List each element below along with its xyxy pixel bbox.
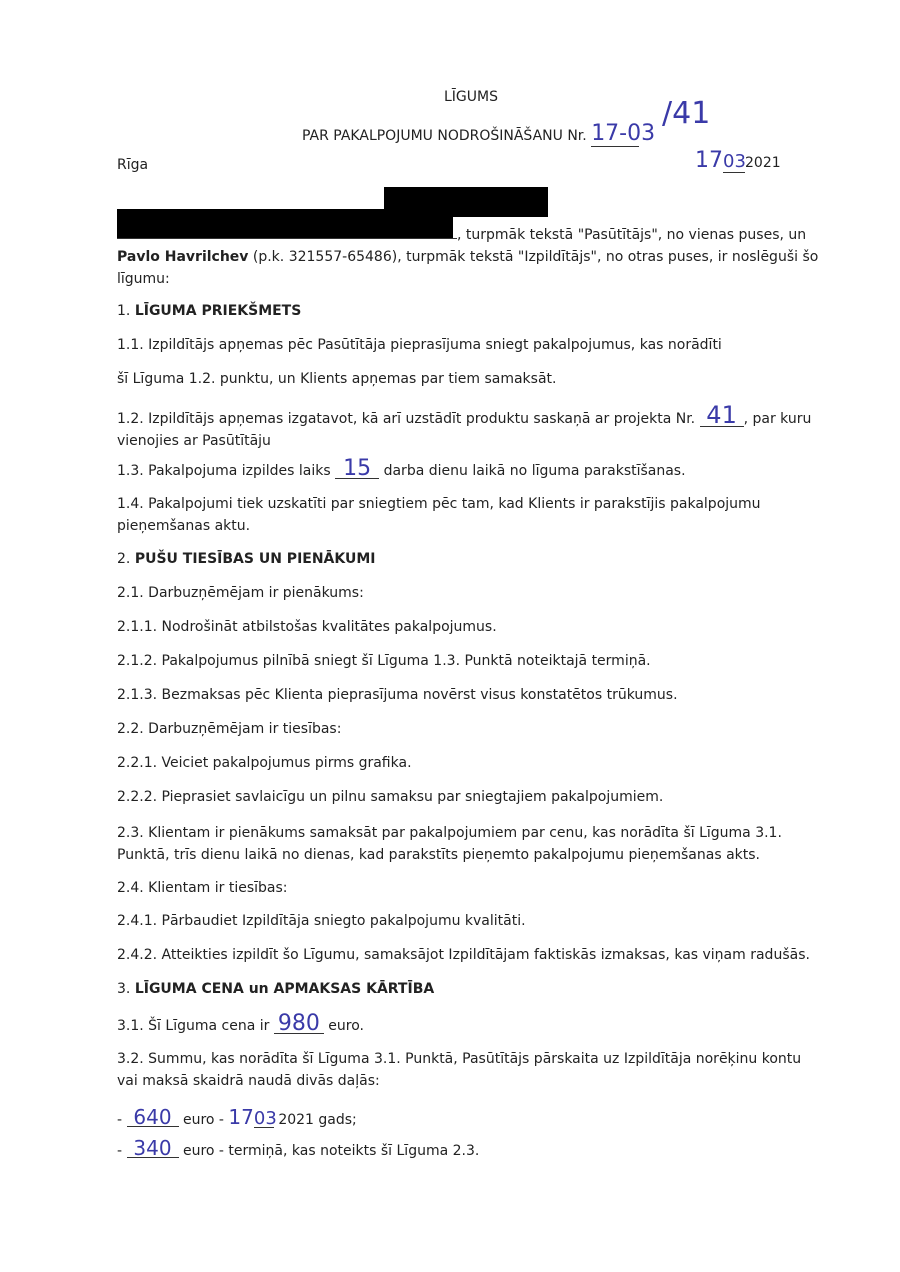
executor-details: (p.k. 321557-65486), turpmāk tekstā "Izpildītājs", no otras puses, ir noslēguši šo xyxy=(248,249,819,265)
clause-3-2: 3.2. Summu, kas norādīta šī Līguma 3.1. Punktā, Pasūtītājs pārskaita uz Izpildītāja norēķinu kontu vai maksā skaidrā naudā divās daļās: xyxy=(117,1051,802,1089)
clause-2-2: 2.2. Darbuzņēmējam ir tiesības: xyxy=(117,721,342,737)
clause-2-1: 2.1. Darbuzņēmējam ir pienākums: xyxy=(117,585,364,601)
clause-3-1-tail: euro. xyxy=(323,1018,364,1034)
clause-1-2-text: 1.2. Izpildītājs apņemas izgatavot, kā arī uzstādīt produktu saskaņā ar projekta Nr. xyxy=(117,411,700,427)
clause-2-1-3: 2.1.3. Bezmaksas pēc Klienta pieprasījuma novērst visus konstatētos trūkumus. xyxy=(117,687,678,703)
days-handwritten: 15 xyxy=(335,460,379,479)
section-number: 3. xyxy=(117,981,135,997)
contract-title: LĪGUMS xyxy=(444,89,498,105)
clause-1-3-tail: darba dienu laikā no līguma parakstīšanas. xyxy=(379,463,686,479)
executor-name: Pavlo Havrilchev xyxy=(117,249,249,265)
payment-2-amount-handwritten: 340 xyxy=(127,1139,179,1158)
city: Rīga xyxy=(117,157,149,173)
dash: - xyxy=(117,1112,127,1128)
clause-2-4-2: 2.4.2. Atteikties izpildīt šo Līgumu, samaksājot Izpildītājam faktiskās izmaksas, kas viņam radušās. xyxy=(117,947,810,963)
clause-2-1-1: 2.1.1. Nodrošināt atbilstošas kvalitātes pakalpojumus. xyxy=(117,619,497,635)
clause-1-2-tail: , par kuru xyxy=(743,411,812,427)
clause-1-1: 1.1. Izpildītājs apņemas pēc Pasūtītāja pieprasījuma sniegt pakalpojumus, kas norādīti xyxy=(117,337,722,353)
contract-number-handwritten: 17-03 xyxy=(591,121,656,146)
payment-1-month-handwritten: 03 xyxy=(253,1108,277,1129)
intro-paragraph xyxy=(117,224,837,290)
clause-1-3 xyxy=(117,456,686,481)
date-month-handwritten: 03 xyxy=(723,151,746,172)
clause-2-4: 2.4. Klientam ir tiesības: xyxy=(117,880,288,896)
project-number-handwritten: 41 xyxy=(700,404,744,427)
contract-date xyxy=(695,148,781,173)
subtitle-text: PAR PAKALPOJUMU NODROŠINĀŠANU Nr. xyxy=(302,128,587,144)
contract-suffix-handwritten: /41 xyxy=(662,96,711,131)
clause-3-1 xyxy=(117,1011,364,1036)
section-title: LĪGUMA CENA un APMAKSAS KĀRTĪBA xyxy=(134,981,435,997)
section-number: 2. xyxy=(117,551,135,567)
payment-1-day-handwritten: 17 xyxy=(228,1105,254,1129)
date-year: 2021 xyxy=(745,155,781,171)
payment-line-1 xyxy=(117,1105,357,1129)
section-title: PUŠU TIESĪBAS UN PIENĀKUMI xyxy=(134,551,376,567)
intro-line3: līgumu: xyxy=(117,271,170,287)
clause-1-3-text: 1.3. Pakalpojuma izpildes laiks xyxy=(117,463,336,479)
clause-3-1-text: 3.1. Šī Līguma cena ir xyxy=(117,1018,274,1034)
clause-1-2-line2: vienojies ar Pasūtītāju xyxy=(117,433,271,449)
payment-2-tail: euro - termiņā, kas noteikts šī Līguma 2.3. xyxy=(178,1143,480,1159)
payment-1-amount-handwritten: 640 xyxy=(127,1108,179,1127)
clause-2-1-2: 2.1.2. Pakalpojumus pilnībā sniegt šī Līguma 1.3. Punktā noteiktajā termiņā. xyxy=(117,653,651,669)
section-2-heading xyxy=(117,551,376,567)
clause-2-2-1: 2.2.1. Veiciet pakalpojumus pirms grafika. xyxy=(117,755,412,771)
clause-2-2-2: 2.2.2. Pieprasiet savlaicīgu un pilnu samaksu par sniegtajiem pakalpojumiem. xyxy=(117,789,664,805)
clause-2-3: 2.3. Klientam ir pienākums samaksāt par pakalpojumiem par cenu, kas norādīta šī Līguma 3.1. Punktā, trīs dienu laikā no dienas, kad parakstīts pieņemto pakalpojumu pieņemšanas akts. xyxy=(117,825,782,863)
payment-line-2 xyxy=(117,1136,480,1160)
payment-1-tail: 2021 gads; xyxy=(273,1112,357,1128)
clause-1-1-cont: šī Līguma 1.2. punktu, un Klients apņemas par tiem samaksāt. xyxy=(117,371,557,387)
payment-1-mid: euro - xyxy=(178,1112,229,1128)
clause-1-4: 1.4. Pakalpojumi tiek uzskatīti par sniegtiem pēc tam, kad Klients ir parakstījis pakalpojumu pieņemšanas aktu. xyxy=(117,496,761,534)
dash: - xyxy=(117,1143,127,1159)
date-day-handwritten: 17 xyxy=(695,148,723,173)
client-name-blank xyxy=(117,226,457,239)
section-3-heading xyxy=(117,981,434,997)
contract-subtitle xyxy=(302,121,656,147)
clause-1-2 xyxy=(117,401,817,452)
section-title: LĪGUMA PRIEKŠMETS xyxy=(134,303,302,319)
section-1-heading xyxy=(117,303,301,319)
section-number: 1. xyxy=(117,303,135,319)
clause-2-4-1: 2.4.1. Pārbaudiet Izpildītāja sniegto pakalpojumu kvalitāti. xyxy=(117,913,526,929)
intro-line1-tail: , turpmāk tekstā "Pasūtītājs", no vienas puses, un xyxy=(457,227,807,243)
price-handwritten: 980 xyxy=(274,1015,324,1034)
